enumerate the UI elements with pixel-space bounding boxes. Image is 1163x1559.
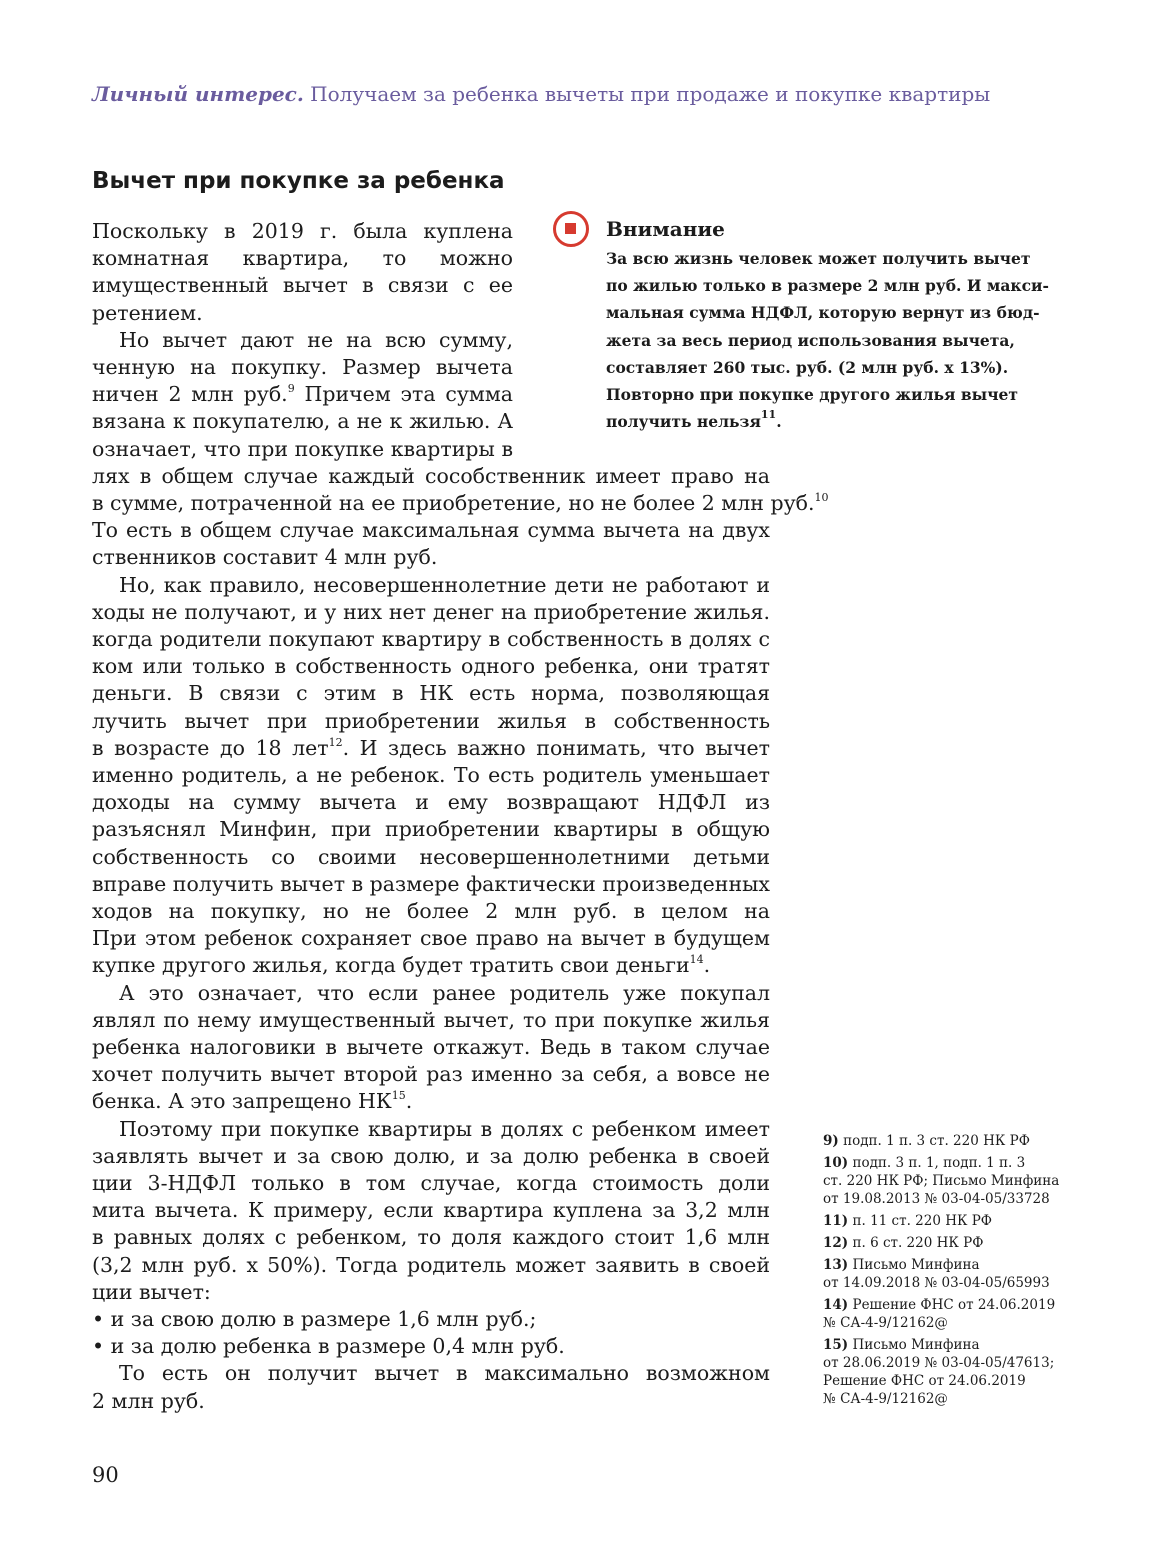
text-line-content: являл по нему имущественный вычет, то при покупке жилья [92, 1007, 770, 1032]
text-line-content: бенка. А это запрещено НК [92, 1089, 392, 1114]
footnote-item [823, 1336, 1054, 1408]
text-line-content: Но, как правило, несовершеннолетние дети не работают и [119, 572, 770, 597]
running-header [92, 82, 990, 106]
text-line-tail: . [703, 953, 711, 978]
attention-line [606, 327, 1015, 354]
running-header-title: Получаем за ребенка вычеты при продаже и покупке квартиры [303, 82, 991, 106]
text-line [92, 1386, 770, 1416]
footnote-text: № СА-4-9/12162@ [823, 1391, 948, 1407]
text-line-content: когда родители покупают квартиру в собственность в долях с [92, 627, 770, 651]
footnote-line [823, 1190, 1059, 1208]
text-line-content: ходы не получают, и у них нет денег на приобретение жилья. [92, 599, 770, 624]
text-line [92, 1304, 770, 1334]
footnote-item [823, 1296, 1055, 1332]
footnote-line [823, 1132, 1030, 1150]
text-line-content: лях в общем случае каждый сособственник имеет право на [92, 463, 770, 488]
footnote-line [823, 1390, 1054, 1408]
text-line-tail: . И здесь важно понимать, что вычет [342, 735, 770, 760]
footnote-text: от 28.06.2019 № 03-04-05/47613; [823, 1355, 1055, 1371]
footnote-text: ст. 220 НК РФ; Письмо Минфина [823, 1173, 1060, 1189]
text-line-content: доходы на сумму вычета и ему возвращают НДФЛ из [92, 790, 770, 815]
text-line [92, 1331, 770, 1361]
attention-line-content: составляет 260 тыс. руб. (2 млн руб. х 13%). [606, 357, 1009, 377]
text-line [92, 842, 770, 872]
text-line [92, 1086, 770, 1116]
text-line-content: ции вычет: [92, 1279, 211, 1304]
attention-line [606, 272, 1049, 299]
footnote-item [823, 1132, 1030, 1150]
text-line [92, 1222, 770, 1252]
text-line [92, 1250, 770, 1280]
text-line [92, 733, 770, 763]
text-line-content: деньги. В связи с этим в НК есть норма, позволяющая [92, 681, 770, 706]
text-line-content: • и за свою долю в размере 1,6 млн руб.; [92, 1307, 537, 1331]
text-line [92, 1005, 770, 1035]
footnote-line [823, 1354, 1054, 1372]
footnote-ref: 15 [391, 1089, 406, 1103]
footnote-line [823, 1336, 1054, 1354]
text-line-content: • и за долю ребенка в размере 0,4 млн руб. [92, 1334, 565, 1359]
footnote-number: 15) [823, 1337, 849, 1353]
footnote-item [823, 1212, 992, 1230]
text-line-content: 2 млн руб. [92, 1388, 205, 1413]
text-line [92, 379, 513, 409]
footnote-text: Письмо Минфина [852, 1257, 980, 1273]
text-line [92, 651, 770, 681]
text-line [92, 298, 513, 328]
footnote-text: от 14.09.2018 № 03-04-05/65993 [823, 1275, 1050, 1291]
attention-title: Внимание [606, 217, 725, 241]
footnote-line [823, 1256, 1050, 1274]
text-line [92, 1195, 770, 1225]
footnote-text: от 19.08.2013 № 03-04-05/33728 [823, 1191, 1050, 1207]
attention-line [606, 245, 1030, 272]
text-line [92, 787, 770, 817]
footnote-text: Письмо Минфина [852, 1337, 980, 1353]
attention-line-content: жета за весь период использования вычета, [606, 330, 1015, 350]
text-line [92, 270, 513, 300]
attention-line [606, 299, 1040, 326]
attention-line [606, 408, 782, 435]
text-line [92, 760, 770, 790]
attention-line-tail: . [776, 412, 782, 432]
text-line [92, 1141, 770, 1171]
text-line [92, 461, 770, 491]
text-line-content: А это означает, что если ранее родитель уже покупал [119, 980, 770, 1005]
text-line-content: Но вычет дают не на всю сумму, [119, 327, 513, 352]
text-line-tail: Причем эта сумма [304, 382, 513, 407]
footnote-text: подп. 1 п. 3 ст. 220 НК РФ [843, 1133, 1030, 1149]
text-line [92, 978, 770, 1008]
attention-line [606, 381, 1018, 408]
footnote-ref: 12 [328, 735, 343, 749]
text-line [92, 216, 513, 246]
text-line [92, 923, 770, 953]
footnote-line [823, 1296, 1055, 1314]
text-line-content: в равных долях с ребенком, то доля каждого стоит 1,6 млн [92, 1225, 770, 1250]
footnote-ref: 14 [689, 953, 704, 967]
footnote-line [823, 1172, 1059, 1190]
attention-line-content: по жилью только в размере 2 млн руб. И макси- [606, 276, 1049, 296]
footnote-text: № СА-4-9/12162@ [823, 1315, 948, 1331]
text-line [92, 243, 513, 273]
text-line [92, 542, 770, 572]
text-line-content: То есть в общем случае максимальная сумма вычета на двух [92, 518, 770, 543]
text-line-content: комнатная квартира, то можно [92, 246, 513, 271]
text-line-content: Поскольку в 2019 г. была куплена [92, 219, 513, 243]
text-line-content: ничен 2 млн руб. [92, 382, 288, 407]
text-line-content: вправе получить вычет в размере фактически произведенных [92, 871, 770, 896]
text-line-content: лучить вычет при приобретении жилья в собственность [92, 708, 770, 733]
footnote-item [823, 1154, 1059, 1208]
text-line [92, 325, 513, 355]
text-line [92, 1358, 770, 1388]
footnote-text: п. 6 ст. 220 НК РФ [852, 1235, 984, 1251]
text-line-content: в возрасте до 18 лет [92, 735, 329, 760]
text-line [92, 1114, 770, 1144]
text-line-content: мита вычета. К примеру, если квартира куплена за 3,2 млн [92, 1198, 770, 1223]
running-header-section: Личный интерес. [92, 82, 304, 106]
text-line [92, 869, 770, 899]
text-line [92, 434, 513, 464]
footnote-item [823, 1234, 983, 1252]
footnote-number: 14) [823, 1297, 849, 1313]
attention-line-content: Повторно при покупке другого жилья вычет [606, 385, 1018, 404]
text-line-content: ребенка налоговики в вычете откажут. Ведь в таком случае [92, 1035, 770, 1059]
footnote-text: п. 11 ст. 220 НК РФ [852, 1213, 993, 1229]
text-line [92, 706, 770, 736]
text-line [92, 352, 513, 382]
attention-line-content: За всю жизнь человек может получить вычет [606, 249, 1031, 268]
text-line-tail: . [405, 1089, 413, 1114]
text-line [92, 597, 770, 627]
text-line-content: ретением. [92, 300, 203, 325]
text-line-content: собственность со своими несовершеннолетними детьми [92, 844, 770, 869]
text-line [92, 896, 770, 926]
text-line [92, 406, 513, 436]
footnote-ref: 10 [814, 491, 829, 504]
attention-line-content: получить нельзя [606, 412, 761, 432]
footnote-number: 9) [823, 1133, 839, 1149]
text-line [92, 515, 770, 545]
text-line-content: (3,2 млн руб. х 50%). Тогда родитель может заявить в своей [92, 1252, 770, 1277]
footnote-item [823, 1256, 1050, 1292]
page-number: 90 [92, 1463, 119, 1487]
text-line [92, 1059, 770, 1089]
footnote-line [823, 1372, 1054, 1390]
footnote-line [823, 1234, 983, 1252]
text-line-content: имущественный вычет в связи с ее [92, 273, 513, 298]
footnote-line [823, 1154, 1059, 1172]
text-line [92, 814, 770, 844]
text-line-content: означает, что при покупке квартиры в [92, 436, 513, 461]
text-line [92, 1032, 770, 1062]
text-line-content: купке другого жилья, когда будет тратить свои деньги [92, 953, 690, 978]
text-line [92, 678, 770, 708]
text-line-content: При этом ребенок сохраняет свое право на вычет в будущем [92, 926, 770, 951]
footnote-ref: 11 [760, 408, 777, 422]
text-line-content: ственников составит 4 млн руб. [92, 545, 438, 570]
footnote-line [823, 1314, 1055, 1332]
text-line [92, 1168, 770, 1198]
footnote-line [823, 1212, 992, 1230]
text-line-content: хочет получить вычет второй раз именно за себя, а вовсе не [92, 1062, 770, 1087]
text-line-content: именно родитель, а не ребенок. То есть родитель уменьшает [92, 763, 770, 787]
footnote-text: Решение ФНС от 24.06.2019 [852, 1297, 1056, 1313]
text-line [92, 570, 770, 600]
attention-line [606, 354, 1008, 381]
text-line-content: ции 3-НДФЛ только в том случае, когда стоимость доли [92, 1171, 770, 1195]
text-line [92, 488, 829, 518]
footnote-number: 13) [823, 1257, 849, 1273]
text-line-content: ченную на покупку. Размер вычета [92, 355, 513, 379]
footnote-number: 11) [823, 1213, 849, 1229]
footnote-line [823, 1274, 1050, 1292]
footnote-ref: 9 [287, 382, 295, 396]
text-line-content: вязана к покупателю, а не к жилью. А [92, 409, 513, 434]
section-title: Вычет при покупке за ребенка [92, 168, 505, 194]
text-line [92, 950, 770, 980]
text-line-content: То есть он получит вычет в максимально возможном [119, 1361, 770, 1386]
text-line-content: в сумме, потраченной на ее приобретение, но не более 2 млн руб. [92, 491, 815, 515]
attention-line-content: мальная сумма НДФЛ, которую вернут из бюд- [606, 303, 1040, 323]
text-line-content: ходов на покупку, но не более 2 млн руб. в целом на [92, 899, 770, 923]
text-line-content: ком или только в собственность одного ребенка, они тратят [92, 654, 770, 679]
text-line [92, 1277, 770, 1307]
text-line [92, 624, 770, 654]
text-line-content: разъяснял Минфин, при приобретении квартиры в общую [92, 817, 770, 842]
footnote-text: подп. 3 п. 1, подп. 1 п. 3 [852, 1155, 1026, 1171]
footnote-number: 12) [823, 1235, 849, 1251]
text-line-content: заявлять вычет и за свою долю, и за долю ребенка в своей [92, 1143, 770, 1168]
text-line-content: Поэтому при покупке квартиры в долях с ребенком имеет [119, 1116, 770, 1141]
attention-icon [553, 211, 589, 247]
footnote-number: 10) [823, 1155, 849, 1171]
footnote-text: Решение ФНС от 24.06.2019 [823, 1373, 1026, 1389]
